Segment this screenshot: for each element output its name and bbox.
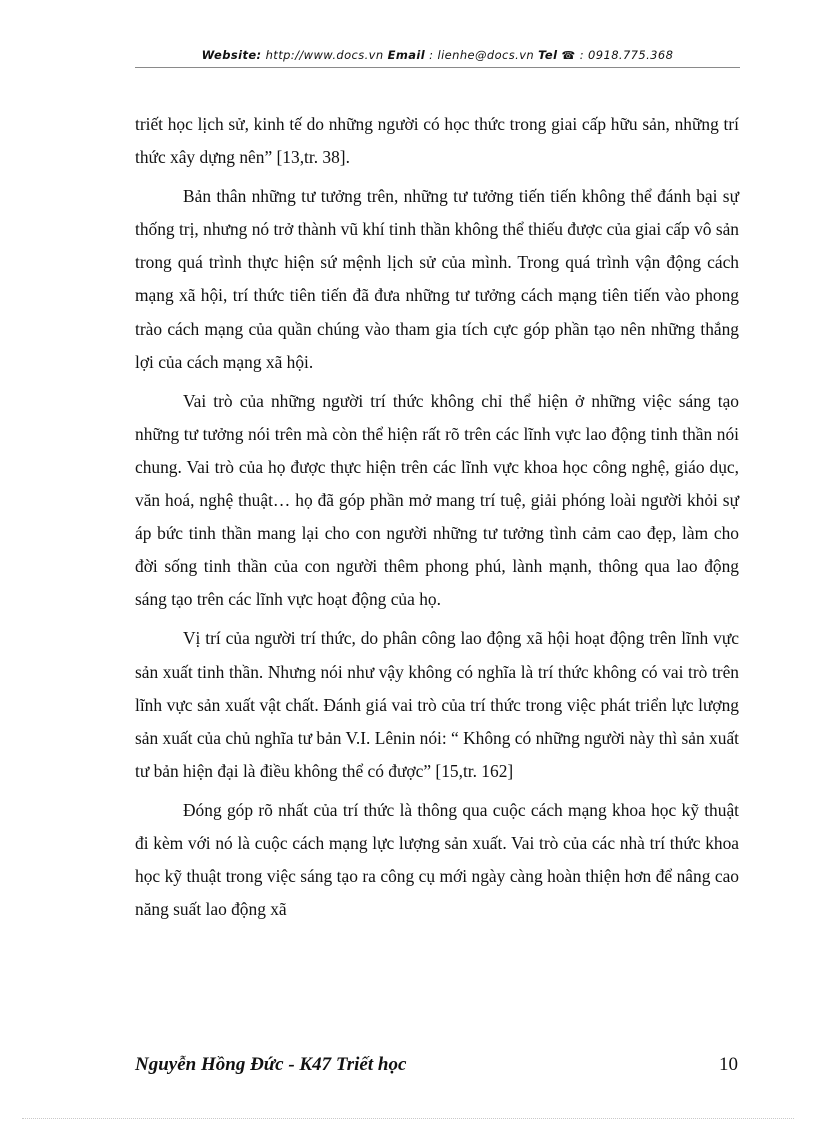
document-body [135, 108, 739, 932]
header-divider [135, 67, 740, 68]
paragraph: Đóng góp rõ nhất của trí thức là thông qua cuộc cách mạng khoa học kỹ thuật đi kèm với nó là cuộc cách mạng lực lượng sản xuất. Vai trò của các nhà trí thức khoa học kỹ thuật trong việc sáng tạo ra công cụ mới ngày càng hoàn thiện hơn để nâng cao năng suất lao động xã [135, 799, 739, 920]
paragraph: Vai trò của những người trí thức không chỉ thể hiện ở những việc sáng tạo những tư tưởng nói trên mà còn thể hiện rất rõ trên các lĩnh vực lao động tinh thần nói chung. Vai trò của họ được thực hiện trên các lĩnh vực khoa học công nghệ, giáo dục, văn hoá, nghệ thuật… họ đã góp phần mở mang trí tuệ, giải phóng loài người khỏi sự áp bức tinh thần mang lại cho con người những tư tưởng tình cảm cao đẹp, làm cho đời sống tinh thần của con người thêm phong phú, lành mạnh, thông qua lao động sáng tạo trên các lĩnh vực hoạt động của họ. [135, 390, 739, 610]
website-url: http://www.docs.vn [261, 48, 388, 62]
page-bottom-border [22, 1118, 794, 1119]
paragraph: Vị trí của người trí thức, do phân công lao động xã hội hoạt động trên lĩnh vực sản xuất tinh thần. Nhưng nói như vậy không có nghĩa là trí thức không có vai trò trên lĩnh vực sản xuất vật chất. Đánh giá vai trò của trí thức trong việc phát triển lực lượng sản xuất của chủ nghĩa tư bản V.I. Lênin nói: “ Không có những người này thì sản xuất tư bản hiện đại là điều không thể có được” [15,tr. 162] [135, 628, 739, 781]
phone-icon: ☎ [561, 49, 576, 62]
page-header [135, 48, 740, 66]
tel-number: : 0918.775.368 [575, 48, 674, 62]
paragraph: Bản thân những tư tưởng trên, những tư tưởng tiến tiến không thể đánh bại sự thống trị, nhưng nó trở thành vũ khí tinh thần không thể thiếu được của giai cấp vô sản trong quá trình thực hiện sứ mệnh lịch sử của mình. Trong quá trình vận động cách mạng xã hội, trí thức tiên tiến đã đưa những tư tưởng cách mạng tiên tiến vào phong trào cách mạng của quần chúng vào tham gia tích cực góp phần tạo nên những thắng lợi của cách mạng xã hội. [135, 186, 739, 372]
website-separator: : [256, 48, 262, 62]
email-label: Email [387, 48, 426, 62]
website-label: Website [201, 48, 257, 62]
footer-author: Nguyễn Hồng Đức - K47 Triết học [135, 1054, 407, 1075]
page-number: 10 [719, 1054, 738, 1075]
paragraph: triết học lịch sử, kinh tế do những người có học thức trong giai cấp hữu sản, những trí thức xây dựng nên” [13,tr. 38]. [135, 114, 739, 168]
tel-label: Tel [538, 48, 558, 62]
page-footer [135, 1054, 740, 1084]
email-address: : lienhe@docs.vn [425, 48, 539, 62]
